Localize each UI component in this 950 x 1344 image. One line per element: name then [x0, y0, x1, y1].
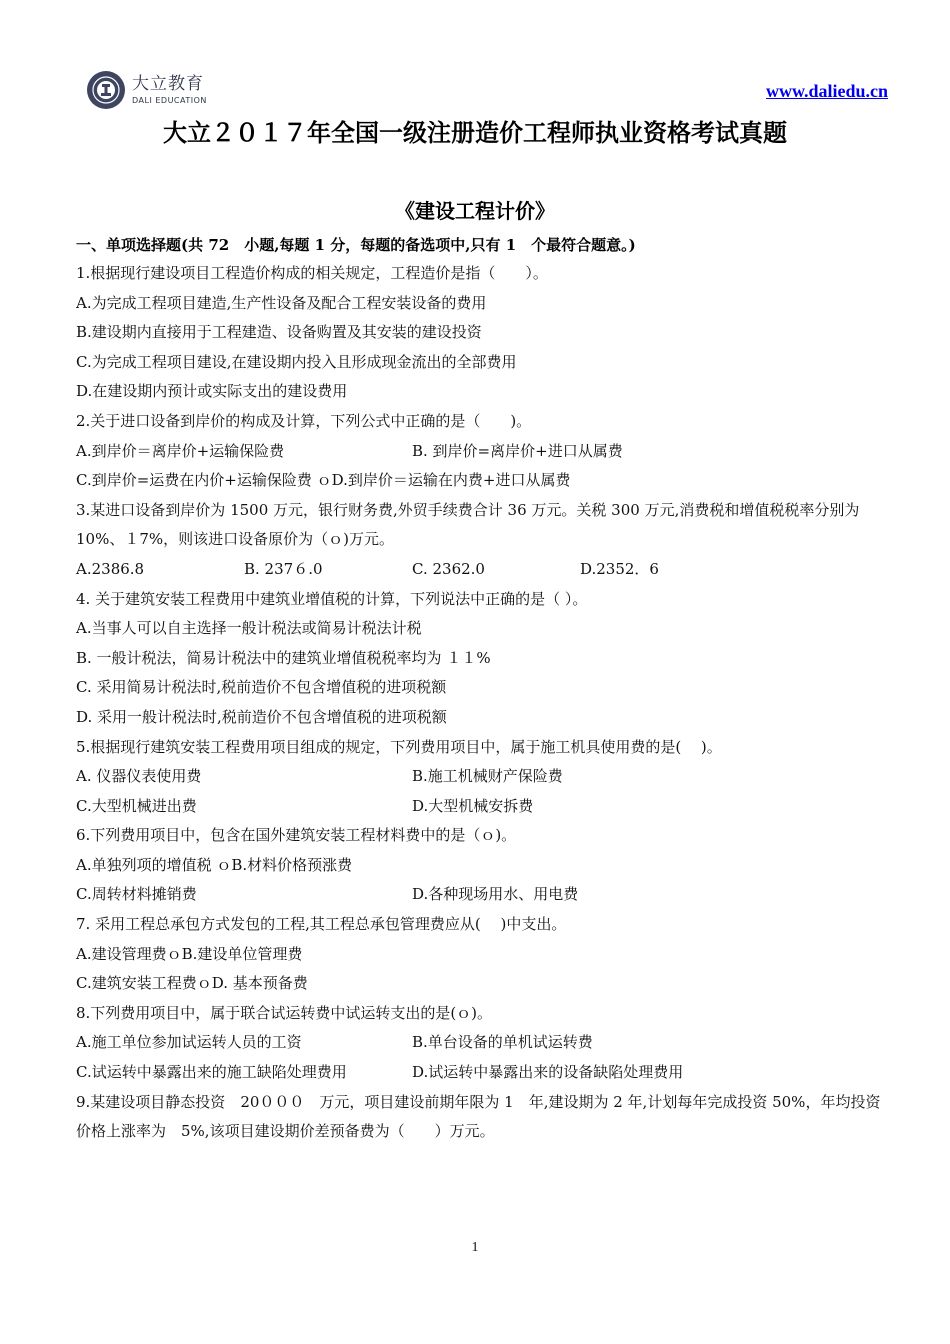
question-8-option-a: A.施工单位参加试运转人员的工资: [76, 1033, 302, 1052]
question-5-option-c: C.大型机械进出费: [76, 796, 197, 815]
question-4-option-c: C. 采用简易计税法时,税前造价不包含增值税的进项税额: [76, 678, 447, 697]
section-heading: 一、单项选择题(共 72 小题,每题 1 分，每题的备选项中,只有 1 个最符合题意。): [76, 236, 636, 254]
question-7-options-cd: C.建筑安装工程费ｏD. 基本预备费: [76, 974, 308, 993]
question-1-option-d: D.在建设期内预计或实际支出的建设费用: [76, 382, 348, 401]
question-2-options-ab: [76, 437, 888, 467]
question-7-options-ab: A.建设管理费ｏB.建设单位管理费: [76, 944, 303, 963]
question-3-options: [76, 555, 888, 585]
question-9-stem: 9.某建设项目静态投资 20０００ 万元，项目建设前期年限为 1 年,建设期为 2 年,计划每年完成投资 50%，年均投资价格上涨率为 5%,该项目建设期价差预备费为（ ）万元。: [76, 1092, 881, 1141]
question-5-option-b: B.施工机械财产保险费: [412, 767, 563, 786]
question-4-option-b: B. 一般计税法，简易计税法中的建筑业增值税税率均为 １１%: [76, 648, 491, 667]
question-8-stem: 8.下列费用项目中，属于联合试运转费中试运转支出的是(ｏ)。: [76, 1003, 493, 1022]
page-header: [86, 70, 888, 110]
question-8-options-ab: [76, 1028, 888, 1058]
question-5-options-ab: [76, 762, 888, 792]
logo: [86, 70, 207, 110]
question-2-stem: 2.关于进口设备到岸价的构成及计算，下列公式中正确的是（ )。: [76, 411, 532, 430]
question-8-option-b: B.单台设备的单机试运转费: [412, 1033, 593, 1052]
page-number: 1: [471, 1240, 479, 1255]
question-1-option-b: B.建设期内直接用于工程建造、设备购置及其安装的建设投资: [76, 323, 482, 342]
question-4-stem: 4. 关于建筑安装工程费用中建筑业增值税的计算，下列说法中正确的是（ ）。: [76, 589, 588, 608]
document-title: 大立２０１７年全国一级注册造价工程师执业资格考试真题: [163, 118, 787, 147]
document-subtitle: 《建设工程计价》: [395, 199, 555, 223]
question-5-options-cd: [76, 792, 888, 822]
question-2-option-a: A.到岸价＝离岸价+运输保险费: [76, 441, 285, 460]
question-3-option-c: C. 2362.0: [412, 559, 485, 578]
question-6-option-c: C.周转材料摊销费: [76, 885, 197, 904]
question-1-stem: 1.根据现行建设项目工程造价构成的相关规定，工程造价是指（ ）。: [76, 264, 548, 282]
question-1-option-c: C.为完成工程项目建设,在建设期内投入且形成现金流出的全部费用: [76, 352, 517, 371]
question-8-options-cd: [76, 1058, 888, 1088]
website-link[interactable]: www.daliedu.cn: [765, 81, 888, 101]
question-6-stem: 6.下列费用项目中，包含在国外建筑安装工程材料费中的是（ｏ)。: [76, 826, 517, 845]
question-1-option-a: A.为完成工程项目建造,生产性设备及配合工程安装设备的费用: [76, 293, 487, 312]
brand-name: 大立教育: [132, 73, 204, 94]
question-2-options-cd: C.到岸价=运费在内价+运输保险费 ｏD.到岸价＝运输在内费+进口从属费: [76, 471, 571, 490]
question-4-option-a: A.当事人可以自主选择一般计税法或简易计税法计税: [76, 619, 422, 638]
question-6-options-cd: [76, 880, 888, 910]
question-3-option-a: A.2386.8: [76, 559, 145, 578]
question-6-option-d: D.各种现场用水、用电费: [412, 885, 579, 904]
question-list: [76, 259, 888, 1147]
question-4-option-d: D. 采用一般计税法时,税前造价不包含增值税的进项税额: [76, 707, 447, 726]
question-7-stem: 7. 采用工程总承包方式发包的工程,其工程总承包管理费应从( )中支出。: [76, 915, 567, 934]
question-3-stem: 3.某进口设备到岸价为 1500 万元，银行财务费,外贸手续费合计 36 万元。关税 300 万元,消费税和增值税税率分别为 10%、１7%，则该进口设备原价为（ｏ)万元。: [76, 500, 860, 549]
question-5-option-a: A. 仪器仪表使用费: [76, 767, 202, 786]
brand-english: DALI EDUCATION: [132, 95, 207, 105]
question-5-stem: 5.根据现行建筑安装工程费用项目组成的规定，下列费用项目中，属于施工机具使用费的是( )。: [76, 737, 722, 756]
question-6-options-ab: A.单独列项的增值税 ｏB.材料价格预涨费: [76, 855, 353, 874]
question-5-option-d: D.大型机械安拆费: [412, 796, 534, 815]
brand: [132, 73, 207, 105]
question-3-option-d: D.2352．6: [580, 559, 659, 578]
question-2-option-b: B. 到岸价=离岸价+进口从属费: [412, 441, 623, 460]
question-8-option-d: D.试运转中暴露出来的设备缺陷处理费用: [412, 1063, 684, 1082]
seal-icon: [86, 70, 126, 110]
question-8-option-c: C.试运转中暴露出来的施工缺陷处理费用: [76, 1063, 347, 1082]
question-3-option-b: B. 237６.0: [244, 559, 323, 578]
